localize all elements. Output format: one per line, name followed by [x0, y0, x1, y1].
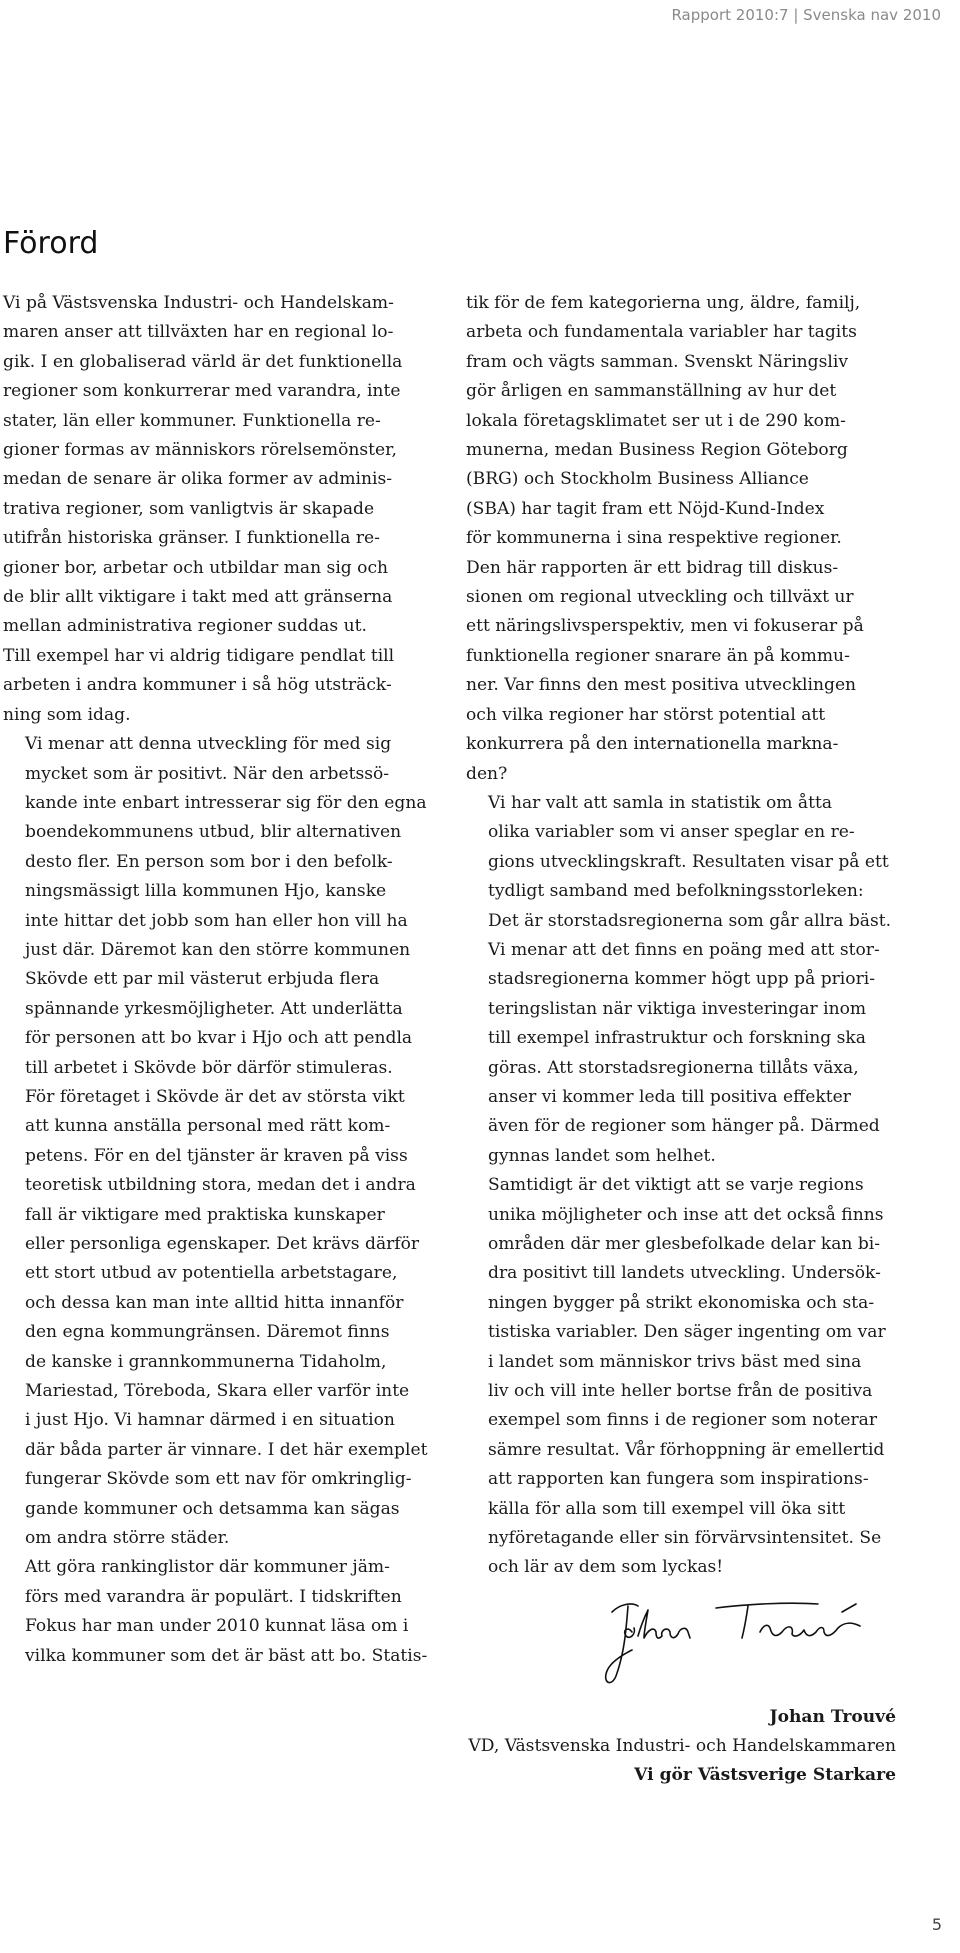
text-line: Vi menar att denna utveckling för med sig: [25, 734, 392, 755]
text-line: Mariestad, Töreboda, Skara eller varför inte: [25, 1381, 410, 1402]
text-line: petens. För en del tjänster är kraven på viss: [25, 1145, 408, 1166]
text-line: konkurrera på den internationella markna-: [466, 734, 839, 755]
text-line: arbeten i andra kommuner i så hög utsträck-: [3, 675, 392, 696]
text-line: att kunna anställa personal med rätt kom-: [25, 1116, 391, 1137]
text-line: Vi på Västsvenska Industri- och Handelskam-: [3, 293, 394, 313]
paragraph: [466, 1171, 910, 1583]
signatory-name: Johan Trouvé: [769, 1707, 896, 1727]
text-line: Att göra rankinglistor där kommuner jäm-: [25, 1557, 390, 1578]
text-line: fungerar Skövde som ett nav för omkringlig-: [25, 1469, 412, 1490]
text-line: förs med varandra är populärt. I tidskriften: [25, 1586, 402, 1607]
text-line: de blir allt viktigare i takt med att gränserna: [3, 587, 393, 608]
text-line: ett stort utbud av potentiella arbetstagare,: [25, 1263, 398, 1284]
text-line: och lär av dem som lyckas!: [488, 1557, 724, 1578]
paragraph: [466, 289, 910, 789]
text-line: sämre resultat. Vår förhoppning är emellertid: [488, 1439, 885, 1460]
paragraph: [3, 289, 458, 730]
text-line: Vi har valt att samla in statistik om åtta: [488, 792, 833, 813]
paragraph: [3, 1083, 458, 1554]
text-line: källa för alla som till exempel vill öka sitt: [488, 1498, 846, 1519]
text-line: till arbetet i Skövde bör därför stimuleras.: [25, 1057, 393, 1078]
text-line: göras. Att storstadsregionerna tillåts växa,: [488, 1057, 859, 1078]
text-line: för personen att bo kvar i Hjo och att pendla: [25, 1028, 413, 1049]
text-line: Samtidigt är det viktigt att se varje regions: [488, 1175, 864, 1196]
text-line: teringslistan när viktiga investeringar inom: [488, 998, 867, 1019]
text-line: gioner formas av människors rörelsemönster,: [3, 440, 397, 461]
text-line: om andra större städer.: [25, 1528, 230, 1549]
text-line: Till exempel har vi aldrig tidigare pendlat till: [3, 645, 395, 666]
page-number: 5: [931, 1915, 942, 1934]
text-line: desto fler. En person som bor i den befolk-: [25, 851, 393, 872]
text-line: i landet som människor trivs bäst med sina: [488, 1351, 862, 1372]
text-line: gions utvecklingskraft. Resultaten visar på ett: [488, 851, 889, 872]
text-line: för kommunerna i sina respektive regioner.: [466, 528, 842, 549]
signatory-role: VD, Västsvenska Industri- och Handelskammaren: [468, 1736, 896, 1756]
text-line: de kanske i grannkommunerna Tidaholm,: [25, 1351, 387, 1372]
text-line: spännande yrkesmöjligheter. Att underlätta: [25, 998, 403, 1019]
signatory-motto: Vi gör Västsverige Starkare: [634, 1765, 896, 1785]
paragraph: [466, 789, 910, 1171]
text-line: fram och vägts samman. Svenskt Näringsliv: [466, 351, 848, 372]
text-line: stadsregionerna kommer högt upp på priori-: [488, 969, 875, 990]
text-line: tistiska variabler. Den säger ingenting om var: [488, 1322, 886, 1343]
text-line: gioner bor, arbetar och utbildar man sig och: [3, 557, 389, 578]
text-line: tik för de fem kategorierna ung, äldre, familj,: [466, 293, 861, 313]
text-line: eller personliga egenskaper. Det krävs därför: [25, 1234, 420, 1254]
text-line: (BRG) och Stockholm Business Alliance: [466, 469, 809, 490]
handwritten-signature: [598, 1592, 898, 1692]
text-line: mellan administrativa regioner suddas ut.: [3, 616, 367, 637]
text-line: arbeta och fundamentala variabler har tagits: [466, 322, 857, 343]
text-line: stater, län eller kommuner. Funktionella re-: [3, 410, 381, 431]
text-line: i just Hjo. Vi hamnar därmed i en situation: [25, 1410, 395, 1431]
text-line: olika variabler som vi anser speglar en re-: [488, 822, 855, 843]
left-column: [3, 289, 458, 1671]
text-line: till exempel infrastruktur och forskning ska: [488, 1028, 866, 1049]
text-line: områden där mer glesbefolkade delar kan bi-: [488, 1234, 881, 1254]
text-line: den?: [466, 763, 508, 784]
text-line: anser vi kommer leda till positiva effekter: [488, 1086, 851, 1107]
text-line: funktionella regioner snarare än på kommu-: [466, 645, 850, 666]
text-line: ningsmässigt lilla kommunen Hjo, kanske: [25, 881, 387, 902]
text-line: just där. Däremot kan den större kommunen: [25, 939, 411, 960]
text-line: sionen om regional utveckling och tillväxt ur: [466, 587, 854, 608]
text-line: Den här rapporten är ett bidrag till diskus-: [466, 557, 839, 578]
text-line: och vilka regioner har störst potential att: [466, 704, 826, 725]
paragraph: [3, 1553, 458, 1671]
text-line: boendekommunens utbud, blir alternativen: [25, 822, 402, 843]
text-line: att rapporten kan fungera som inspirations-: [488, 1469, 869, 1490]
text-line: ner. Var finns den mest positiva utvecklingen: [466, 675, 857, 696]
text-line: gör årligen en sammanställning av hur det: [466, 381, 837, 402]
right-column: [466, 289, 910, 1583]
text-line: utifrån historiska gränser. I funktionella re-: [3, 528, 380, 549]
text-line: den egna kommungränsen. Däremot finns: [25, 1322, 390, 1343]
text-line: ett näringslivsperspektiv, men vi fokuserar på: [466, 616, 864, 637]
text-line: Skövde ett par mil västerut erbjuda flera: [25, 969, 380, 990]
text-line: gande kommuner och detsamma kan sägas: [25, 1498, 400, 1519]
text-line: lokala företagsklimatet ser ut i de 290 kom-: [466, 410, 846, 431]
text-line: Fokus har man under 2010 kunnat läsa om i: [25, 1616, 409, 1637]
text-line: ning som idag.: [3, 704, 131, 725]
text-line: Det är storstadsregionerna som går allra bäst.: [488, 910, 892, 931]
text-line: medan de senare är olika former av adminis-: [3, 469, 393, 490]
text-line: För företaget i Skövde är det av största vikt: [25, 1086, 405, 1107]
text-line: mycket som är positivt. När den arbetssö-: [25, 763, 390, 784]
text-line: dra positivt till landets utveckling. Undersök-: [488, 1263, 881, 1284]
signature-block: [468, 1703, 896, 1790]
text-line: (SBA) har tagit fram ett Nöjd-Kund-Index: [466, 498, 825, 519]
text-line: där båda parter är vinnare. I det här exemplet: [25, 1439, 428, 1460]
text-line: regioner som konkurrerar med varandra, inte: [3, 381, 401, 402]
text-line: unika möjligheter och inse att det också finns: [488, 1204, 884, 1225]
text-line: gynnas landet som helhet.: [488, 1145, 716, 1166]
text-line: maren anser att tillväxten har en regional lo-: [3, 322, 394, 343]
text-line: nyföretagande eller sin förvärvsintensitet. Se: [488, 1528, 882, 1549]
text-line: teoretisk utbildning stora, medan det i andra: [25, 1175, 416, 1196]
text-line: även för de regioner som hänger på. Därmed: [488, 1116, 880, 1137]
text-line: kande inte enbart intresserar sig för den egna: [25, 792, 427, 813]
text-line: liv och vill inte heller bortse från de positiva: [488, 1381, 873, 1402]
text-line: Vi menar att det finns en poäng med att stor-: [488, 939, 880, 960]
text-line: fall är viktigare med praktiska kunskaper: [25, 1204, 385, 1225]
text-line: exempel som finns i de regioner som noterar: [488, 1410, 878, 1431]
text-line: trativa regioner, som vanligtvis är skapade: [3, 498, 375, 519]
text-line: tydligt samband med befolkningsstorleken:: [488, 881, 864, 902]
text-line: vilka kommuner som det är bäst att bo. Statis-: [25, 1645, 428, 1666]
text-line: munerna, medan Business Region Göteborg: [466, 440, 848, 461]
page-title: Förord: [3, 226, 99, 261]
running-head: Rapport 2010:7 | Svenska nav 2010: [671, 6, 941, 24]
text-line: inte hittar det jobb som han eller hon vill ha: [25, 910, 408, 931]
paragraph: [3, 730, 458, 1083]
text-line: ningen bygger på strikt ekonomiska och sta-: [488, 1292, 875, 1313]
text-line: och dessa kan man inte alltid hitta innanför: [25, 1292, 404, 1313]
text-line: gik. I en globaliserad värld är det funktionella: [3, 351, 403, 372]
